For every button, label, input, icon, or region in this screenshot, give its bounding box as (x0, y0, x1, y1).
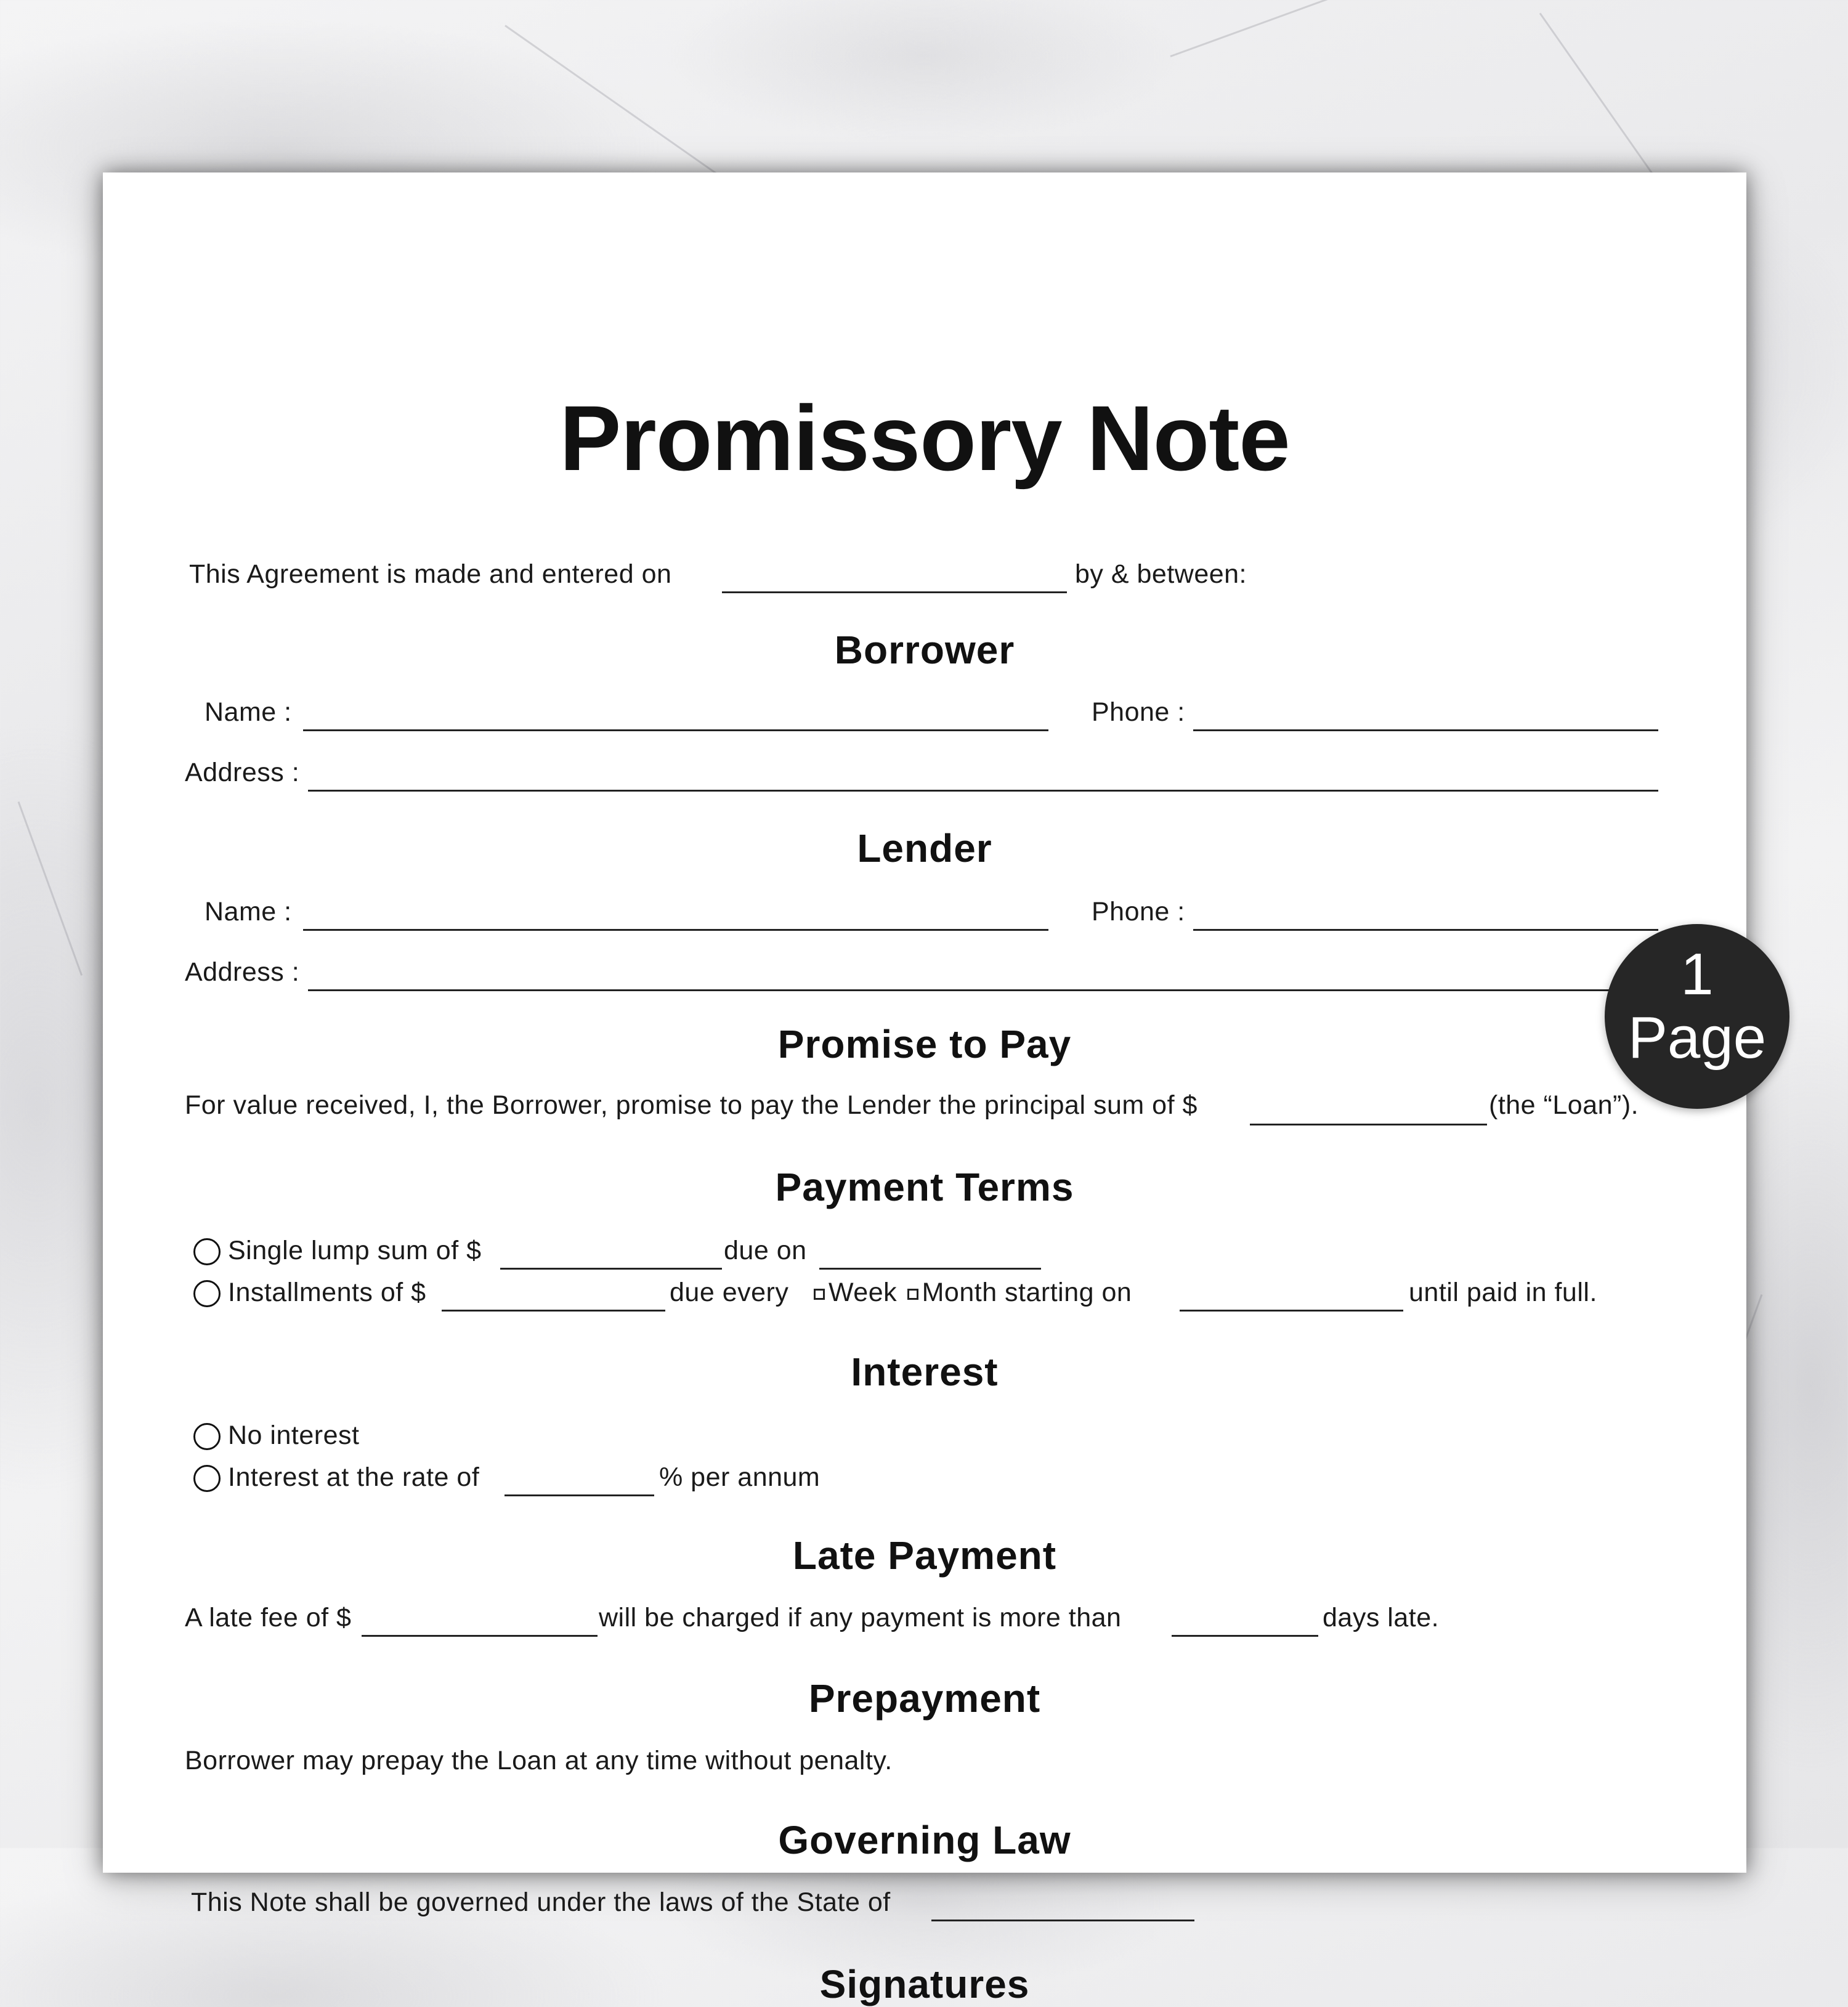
until-paid-label: until paid in full. (1409, 1278, 1597, 1307)
governing-state-field[interactable] (931, 1920, 1194, 1921)
borrower-phone-field[interactable] (1193, 729, 1658, 731)
intro-text: This Agreement is made and entered on (189, 559, 672, 589)
governing-law-text: This Note shall be governed under the laws of the State of (191, 1887, 891, 1917)
page-count-label: Page (1627, 1005, 1767, 1071)
lump-sum-radio[interactable] (193, 1238, 221, 1265)
late-fee-amount-field[interactable] (362, 1635, 598, 1637)
lump-sum-label: Single lump sum of $ (228, 1236, 482, 1265)
lender-address-label: Address : (185, 957, 300, 987)
late-fee-middle: will be charged if any payment is more than (599, 1603, 1122, 1632)
no-interest-radio[interactable] (193, 1423, 221, 1450)
lump-sum-amount-field[interactable] (500, 1268, 722, 1270)
month-checkbox[interactable] (907, 1289, 918, 1300)
lender-phone-label: Phone : (1092, 897, 1185, 926)
month-label: Month starting on (922, 1278, 1132, 1307)
borrower-name-label: Name : (205, 697, 292, 727)
payment-terms-heading: Payment Terms (775, 1165, 1074, 1209)
interest-heading: Interest (851, 1350, 999, 1394)
interest-rate-radio[interactable] (193, 1465, 221, 1492)
interest-rate-label: Interest at the rate of (228, 1462, 480, 1492)
interest-rate-suffix: % per annum (659, 1462, 821, 1492)
prepayment-text: Borrower may prepay the Loan at any time without penalty. (185, 1746, 893, 1775)
promissory-note-page (103, 172, 1746, 2006)
page-count-badge (1605, 924, 1789, 1109)
signatures-heading: Signatures (819, 1962, 1030, 2006)
governing-law-heading: Governing Law (778, 1818, 1071, 1862)
borrower-address-label: Address : (185, 758, 300, 787)
marble-vein (18, 801, 83, 976)
document-title: Promissory Note (559, 386, 1290, 490)
borrower-name-field[interactable] (303, 729, 1048, 731)
lender-address-field[interactable] (308, 989, 1658, 991)
page-count-number: 1 (1680, 941, 1714, 1007)
interest-rate-field[interactable] (505, 1494, 654, 1496)
late-fee-prefix: A late fee of $ (185, 1603, 352, 1632)
installments-radio[interactable] (193, 1280, 221, 1307)
installments-due-label: due every (670, 1278, 789, 1307)
no-interest-label: No interest (228, 1421, 360, 1450)
lender-phone-field[interactable] (1193, 929, 1658, 931)
promise-text: For value received, I, the Borrower, promise to pay the Lender the principal sum of $ (185, 1090, 1198, 1120)
loan-amount-field[interactable] (1250, 1124, 1487, 1125)
borrower-phone-label: Phone : (1092, 697, 1185, 727)
installment-start-date-field[interactable] (1180, 1310, 1403, 1312)
intro-suffix: by & between: (1075, 559, 1247, 589)
borrower-heading: Borrower (834, 628, 1015, 672)
week-checkbox[interactable] (814, 1289, 825, 1300)
promise-suffix: (the “Loan”). (1489, 1090, 1639, 1120)
lender-name-field[interactable] (303, 929, 1048, 931)
promise-heading: Promise to Pay (777, 1022, 1072, 1066)
late-days-field[interactable] (1172, 1635, 1318, 1637)
prepayment-heading: Prepayment (808, 1676, 1041, 1721)
marble-vein (1170, 0, 1472, 57)
installments-label: Installments of $ (228, 1278, 426, 1307)
lump-sum-due-label: due on (724, 1236, 807, 1265)
lender-name-label: Name : (205, 897, 292, 926)
marble-vein (505, 25, 718, 174)
lender-heading: Lender (857, 826, 992, 870)
week-label: Week (829, 1278, 898, 1307)
lump-sum-date-field[interactable] (819, 1268, 1041, 1270)
agreement-date-field[interactable] (722, 591, 1067, 593)
frequency-options (811, 1278, 1132, 1308)
late-fee-suffix: days late. (1323, 1603, 1440, 1632)
installment-amount-field[interactable] (442, 1310, 665, 1312)
late-payment-heading: Late Payment (792, 1533, 1057, 1578)
borrower-address-field[interactable] (308, 790, 1658, 792)
